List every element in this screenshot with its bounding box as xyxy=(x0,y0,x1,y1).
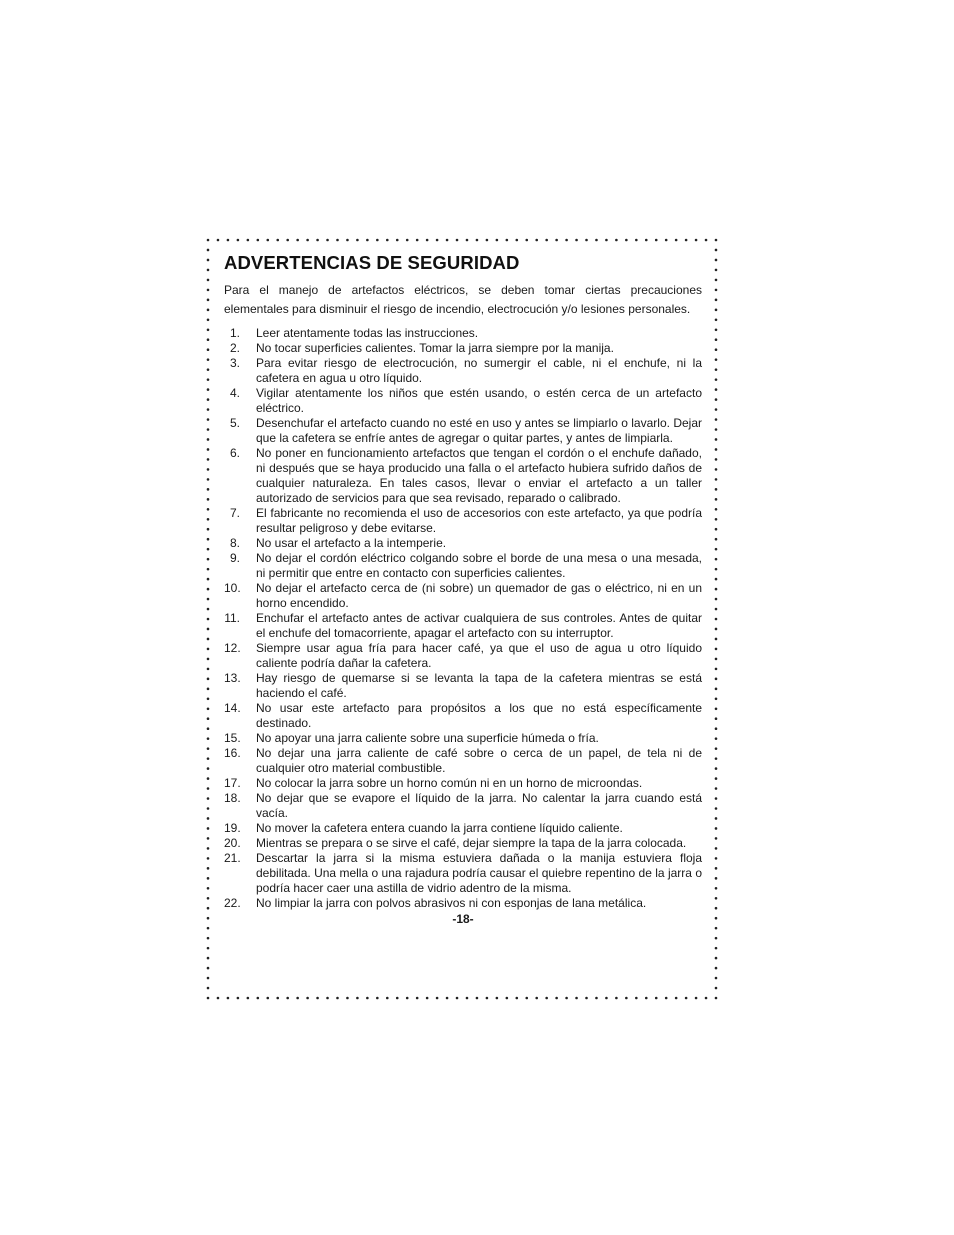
border-dot xyxy=(386,239,389,242)
border-dot xyxy=(207,428,210,431)
intro-paragraph: Para el manejo de artefactos eléctricos, se deben tomar ciertas precauciones elementales para disminuir el riesgo de incendio, electrocución y/o lesiones personales. xyxy=(224,283,702,316)
border-dot xyxy=(366,239,369,242)
border-dot xyxy=(296,239,299,242)
border-dot xyxy=(715,408,718,411)
border-dot xyxy=(655,239,658,242)
border-dot xyxy=(715,239,718,242)
border-dot xyxy=(396,239,399,242)
list-item: 13. Hay riesgo de quemarse si se levanta la tapa de la cafetera mientras se está haciendo el café. xyxy=(224,671,702,700)
border-dot xyxy=(207,328,210,331)
border-dot xyxy=(575,239,578,242)
safety-warnings-section xyxy=(224,252,702,927)
section-title: ADVERTENCIAS DE SEGURIDAD xyxy=(224,252,520,273)
border-dot xyxy=(715,907,718,910)
border-dot xyxy=(715,648,718,651)
border-dot xyxy=(356,239,359,242)
border-dot xyxy=(625,239,628,242)
border-dot xyxy=(456,239,459,242)
border-dot xyxy=(376,997,379,1000)
list-item: 20. Mientras se prepara o se sirve el café, dejar siempre la tapa de la jarra colocada. xyxy=(224,836,687,850)
border-dot xyxy=(207,717,210,720)
border-dot xyxy=(207,548,210,551)
list-item: 8. No usar el artefacto a la intemperie. xyxy=(229,536,447,550)
list-item: 3. Para evitar riesgo de electrocución, no sumergir el cable, ni el enchufe, ni la cafetera en agua u otro líquido. xyxy=(229,356,702,385)
border-dot xyxy=(207,747,210,750)
border-dot xyxy=(286,997,289,1000)
border-dot xyxy=(207,628,210,631)
border-dot xyxy=(715,837,718,840)
page-number: -18- xyxy=(452,912,474,926)
border-dot xyxy=(715,997,718,1000)
border-dot xyxy=(286,239,289,242)
list-item: 21. Descartar la jarra si la misma estuviera dañada o la manija estuviera floja debilitada. Una mella o una rajadura podría causar el quiebre repentino de la jarra o podría hacer caer una astilla de vidrio adentro de la misma. xyxy=(224,851,702,895)
border-dot xyxy=(207,977,210,980)
border-dot xyxy=(207,827,210,830)
border-dot xyxy=(715,847,718,850)
border-dot xyxy=(257,997,260,1000)
border-dot xyxy=(715,558,718,561)
border-dot xyxy=(715,608,718,611)
border-dot xyxy=(247,239,250,242)
border-dot xyxy=(207,408,210,411)
border-dot xyxy=(207,378,210,381)
border-dot xyxy=(207,658,210,661)
border-dot xyxy=(207,239,210,242)
border-dot xyxy=(207,338,210,341)
border-dot xyxy=(715,328,718,331)
border-dot xyxy=(715,917,718,920)
border-dot xyxy=(496,997,499,1000)
border-dot xyxy=(207,707,210,710)
border-dot xyxy=(207,688,210,691)
border-dot xyxy=(595,239,598,242)
border-dot xyxy=(715,767,718,770)
border-dot xyxy=(715,588,718,591)
border-dot xyxy=(426,997,429,1000)
border-dot xyxy=(207,787,210,790)
border-dot xyxy=(715,468,718,471)
border-dot xyxy=(715,488,718,491)
border-dot xyxy=(715,628,718,631)
border-dot xyxy=(207,887,210,890)
border-dot xyxy=(615,997,618,1000)
list-item: 9. No dejar el cordón eléctrico colgando sobre el borde de una mesa o una mesada, ni permitir que entre en contacto con superficies calientes. xyxy=(229,551,702,580)
border-dot xyxy=(545,997,548,1000)
border-dot xyxy=(456,997,459,1000)
border-dot xyxy=(645,997,648,1000)
border-dot xyxy=(207,568,210,571)
border-dot xyxy=(406,997,409,1000)
border-dot xyxy=(715,478,718,481)
border-dot xyxy=(436,239,439,242)
border-dot xyxy=(416,997,419,1000)
border-dot xyxy=(356,997,359,1000)
border-dot xyxy=(535,997,538,1000)
list-item: 1. Leer atentamente todas las instrucciones. xyxy=(229,326,479,340)
border-dot xyxy=(715,638,718,641)
border-dot xyxy=(247,997,250,1000)
border-dot xyxy=(207,259,210,262)
border-dot xyxy=(715,797,718,800)
border-dot xyxy=(605,997,608,1000)
warnings-list xyxy=(224,326,702,911)
border-dot xyxy=(715,259,718,262)
border-dot xyxy=(217,997,220,1000)
border-dot xyxy=(715,688,718,691)
border-dot xyxy=(515,997,518,1000)
border-dot xyxy=(207,458,210,461)
border-dot xyxy=(715,777,718,780)
border-dot xyxy=(715,318,718,321)
border-dot xyxy=(207,987,210,990)
border-dot xyxy=(525,239,528,242)
dotted-border-box xyxy=(206,238,718,1000)
border-dot xyxy=(207,867,210,870)
border-dot xyxy=(207,348,210,351)
border-dot xyxy=(715,299,718,302)
border-dot xyxy=(416,239,419,242)
border-dot xyxy=(306,239,309,242)
border-dot xyxy=(715,358,718,361)
border-dot xyxy=(715,737,718,740)
border-dot xyxy=(207,947,210,950)
border-dot xyxy=(715,348,718,351)
border-dot xyxy=(715,727,718,730)
border-dot xyxy=(715,927,718,930)
border-dot xyxy=(555,997,558,1000)
list-item: 2. No tocar superficies calientes. Tomar la jarra siempre por la manija. xyxy=(229,341,614,355)
border-dot xyxy=(645,239,648,242)
border-dot xyxy=(207,488,210,491)
border-dot xyxy=(466,239,469,242)
border-dot xyxy=(207,388,210,391)
list-item: 18. No dejar que se evapore el líquido de la jarra. No calentar la jarra cuando está vacía. xyxy=(224,791,702,820)
border-dot xyxy=(506,997,509,1000)
border-dot xyxy=(257,239,260,242)
border-dot xyxy=(715,598,718,601)
border-dot xyxy=(207,817,210,820)
border-dot xyxy=(715,438,718,441)
border-dot xyxy=(585,997,588,1000)
border-dot xyxy=(506,239,509,242)
border-dot xyxy=(296,997,299,1000)
border-dot xyxy=(715,269,718,272)
border-dot xyxy=(207,757,210,760)
border-dot xyxy=(715,448,718,451)
border-dot xyxy=(207,398,210,401)
border-dot xyxy=(316,239,319,242)
border-dot xyxy=(715,887,718,890)
border-dot xyxy=(207,249,210,252)
border-dot xyxy=(715,289,718,292)
border-dot xyxy=(207,269,210,272)
border-dot xyxy=(326,997,329,1000)
border-dot xyxy=(396,997,399,1000)
border-dot xyxy=(207,777,210,780)
border-dot xyxy=(266,997,269,1000)
border-dot xyxy=(207,598,210,601)
border-dot xyxy=(476,239,479,242)
border-dot xyxy=(207,937,210,940)
border-dot xyxy=(237,997,240,1000)
border-dot xyxy=(207,857,210,860)
border-dot xyxy=(635,239,638,242)
border-dot xyxy=(266,239,269,242)
border-dot xyxy=(446,239,449,242)
list-item: 5. Desenchufar el artefacto cuando no esté en uso y antes se limpiarlo o lavarlo. Dejar que la cafetera se enfríe antes de agregar o quitar partes, y antes de limpiarla. xyxy=(229,416,702,445)
border-dot xyxy=(386,997,389,1000)
border-dot xyxy=(715,428,718,431)
border-dot xyxy=(207,648,210,651)
border-dot xyxy=(207,438,210,441)
border-dot xyxy=(207,468,210,471)
border-dot xyxy=(336,239,339,242)
border-dot xyxy=(316,997,319,1000)
border-dot xyxy=(207,279,210,282)
list-item: 14. No usar este artefacto para propósitos a los que no está específicamente destinado. xyxy=(224,701,702,730)
border-dot xyxy=(715,538,718,541)
border-dot xyxy=(715,368,718,371)
border-dot xyxy=(207,927,210,930)
list-item: 12. Siempre usar agua fría para hacer café, ya que el uso de agua u otro líquido caliente podría dañar la cafetera. xyxy=(224,641,702,670)
border-dot xyxy=(207,668,210,671)
border-dot xyxy=(715,388,718,391)
border-dot xyxy=(346,239,349,242)
list-item: 10. No dejar el artefacto cerca de (ni sobre) un quemador de gas o eléctrico, ni en un horno encendido. xyxy=(224,581,702,610)
border-dot xyxy=(715,877,718,880)
border-dot xyxy=(575,997,578,1000)
border-dot xyxy=(715,977,718,980)
border-dot xyxy=(426,239,429,242)
border-dot xyxy=(715,498,718,501)
border-dot xyxy=(207,518,210,521)
border-dot xyxy=(715,518,718,521)
border-dot xyxy=(715,897,718,900)
border-dot xyxy=(715,249,718,252)
border-dot xyxy=(715,747,718,750)
border-dot xyxy=(525,997,528,1000)
border-dot xyxy=(715,987,718,990)
border-dot xyxy=(715,717,718,720)
border-dot xyxy=(207,678,210,681)
border-dot xyxy=(715,338,718,341)
list-item: 19. No mover la cafetera entera cuando la jarra contiene líquido caliente. xyxy=(224,821,623,835)
border-dot xyxy=(207,508,210,511)
border-dot xyxy=(276,239,279,242)
border-dot xyxy=(207,309,210,312)
border-dot xyxy=(715,568,718,571)
border-dot xyxy=(207,737,210,740)
border-dot xyxy=(207,967,210,970)
border-dot xyxy=(665,997,668,1000)
border-dot xyxy=(715,957,718,960)
border-dot xyxy=(705,997,708,1000)
border-dot xyxy=(207,299,210,302)
border-dot xyxy=(207,917,210,920)
border-dot xyxy=(715,458,718,461)
border-dot xyxy=(207,638,210,641)
border-dot xyxy=(535,239,538,242)
border-dot xyxy=(715,817,718,820)
border-dot xyxy=(207,697,210,700)
border-dot xyxy=(207,588,210,591)
border-dot xyxy=(207,608,210,611)
border-dot xyxy=(207,997,210,1000)
list-item: 22. No limpiar la jarra con polvos abrasivos ni con esponjas de lana metálica. xyxy=(224,896,647,910)
border-dot xyxy=(207,448,210,451)
border-dot xyxy=(227,239,230,242)
border-dot xyxy=(715,867,718,870)
border-dot xyxy=(715,707,718,710)
border-dot xyxy=(496,239,499,242)
border-dot xyxy=(207,528,210,531)
border-dot xyxy=(715,548,718,551)
border-dot xyxy=(207,837,210,840)
border-dot xyxy=(685,997,688,1000)
border-dot xyxy=(715,398,718,401)
border-dot xyxy=(715,528,718,531)
border-dot xyxy=(207,538,210,541)
border-dot xyxy=(715,578,718,581)
border-dot xyxy=(446,997,449,1000)
border-dot xyxy=(207,847,210,850)
border-dot xyxy=(715,827,718,830)
border-dot xyxy=(665,239,668,242)
list-item: 7. El fabricante no recomienda el uso de accesorios con este artefacto, ya que podría resultar peligroso y debe evitarse. xyxy=(229,506,702,535)
border-dot xyxy=(685,239,688,242)
border-dot xyxy=(715,279,718,282)
border-dot xyxy=(715,618,718,621)
border-dot xyxy=(675,239,678,242)
border-dot xyxy=(207,478,210,481)
border-dot xyxy=(237,239,240,242)
list-item: 6. No poner en funcionamiento artefactos que tengan el cordón o el enchufe dañado, ni después que se haya producido una falla o el artefacto hubiera sufrido daños de cualquier naturaleza. En tales casos, llevar o enviar el artefacto a un taller autorizado de servicios para que sea revisado, reparado o calibrado. xyxy=(229,446,702,505)
border-dot xyxy=(675,997,678,1000)
border-dot xyxy=(635,997,638,1000)
border-dot xyxy=(715,678,718,681)
border-dot xyxy=(615,239,618,242)
border-dot xyxy=(695,997,698,1000)
border-dot xyxy=(715,697,718,700)
border-dot xyxy=(336,997,339,1000)
border-dot xyxy=(715,309,718,312)
border-dot xyxy=(207,767,210,770)
border-dot xyxy=(227,997,230,1000)
border-dot xyxy=(565,997,568,1000)
border-dot xyxy=(436,997,439,1000)
list-item: 11. Enchufar el artefacto antes de activar cualquiera de sus controles. Antes de quitar el enchufe del tomacorriente, apagar el artefacto con su interruptor. xyxy=(224,611,702,640)
border-dot xyxy=(715,757,718,760)
list-item: 16. No dejar una jarra caliente de café sobre o cerca de un papel, de tela ni de cualquier otro material combustible. xyxy=(224,746,702,775)
list-item: 17. No colocar la jarra sobre un horno común ni en un horno de microondas. xyxy=(224,776,643,790)
border-dot xyxy=(207,877,210,880)
border-dot xyxy=(715,787,718,790)
border-dot xyxy=(207,727,210,730)
border-dot xyxy=(207,618,210,621)
border-dot xyxy=(715,508,718,511)
border-dot xyxy=(555,239,558,242)
border-dot xyxy=(715,947,718,950)
border-dot xyxy=(715,418,718,421)
border-dot xyxy=(715,967,718,970)
border-dot xyxy=(306,997,309,1000)
border-dot xyxy=(625,997,628,1000)
border-dot xyxy=(207,558,210,561)
border-dot xyxy=(207,418,210,421)
border-dot xyxy=(486,997,489,1000)
border-dot xyxy=(217,239,220,242)
border-dot xyxy=(207,498,210,501)
border-dot xyxy=(515,239,518,242)
border-dot xyxy=(376,239,379,242)
border-dot xyxy=(207,797,210,800)
border-dot xyxy=(715,937,718,940)
border-dot xyxy=(207,957,210,960)
border-dot xyxy=(695,239,698,242)
border-dot xyxy=(207,578,210,581)
border-dot xyxy=(705,239,708,242)
border-dot xyxy=(715,378,718,381)
border-dot xyxy=(207,318,210,321)
border-dot xyxy=(585,239,588,242)
border-dot xyxy=(476,997,479,1000)
border-dot xyxy=(366,997,369,1000)
border-dot xyxy=(466,997,469,1000)
border-dot xyxy=(486,239,489,242)
border-dot xyxy=(715,857,718,860)
border-dot xyxy=(276,997,279,1000)
border-dot xyxy=(715,668,718,671)
border-dot xyxy=(207,897,210,900)
border-dot xyxy=(207,358,210,361)
border-dot xyxy=(595,997,598,1000)
border-dot xyxy=(346,997,349,1000)
border-dot xyxy=(565,239,568,242)
border-dot xyxy=(207,289,210,292)
border-dot xyxy=(207,807,210,810)
border-dot xyxy=(715,658,718,661)
border-dot xyxy=(655,997,658,1000)
border-dot xyxy=(406,239,409,242)
list-item: 4. Vigilar atentamente los niños que estén usando, o estén cerca de un artefacto eléctrico. xyxy=(229,386,702,415)
border-dot xyxy=(605,239,608,242)
border-dot xyxy=(545,239,548,242)
border-dot xyxy=(326,239,329,242)
border-dot xyxy=(207,368,210,371)
border-dot xyxy=(207,907,210,910)
border-dot xyxy=(715,807,718,810)
list-item: 15. No apoyar una jarra caliente sobre una superficie húmeda o fría. xyxy=(224,731,599,745)
